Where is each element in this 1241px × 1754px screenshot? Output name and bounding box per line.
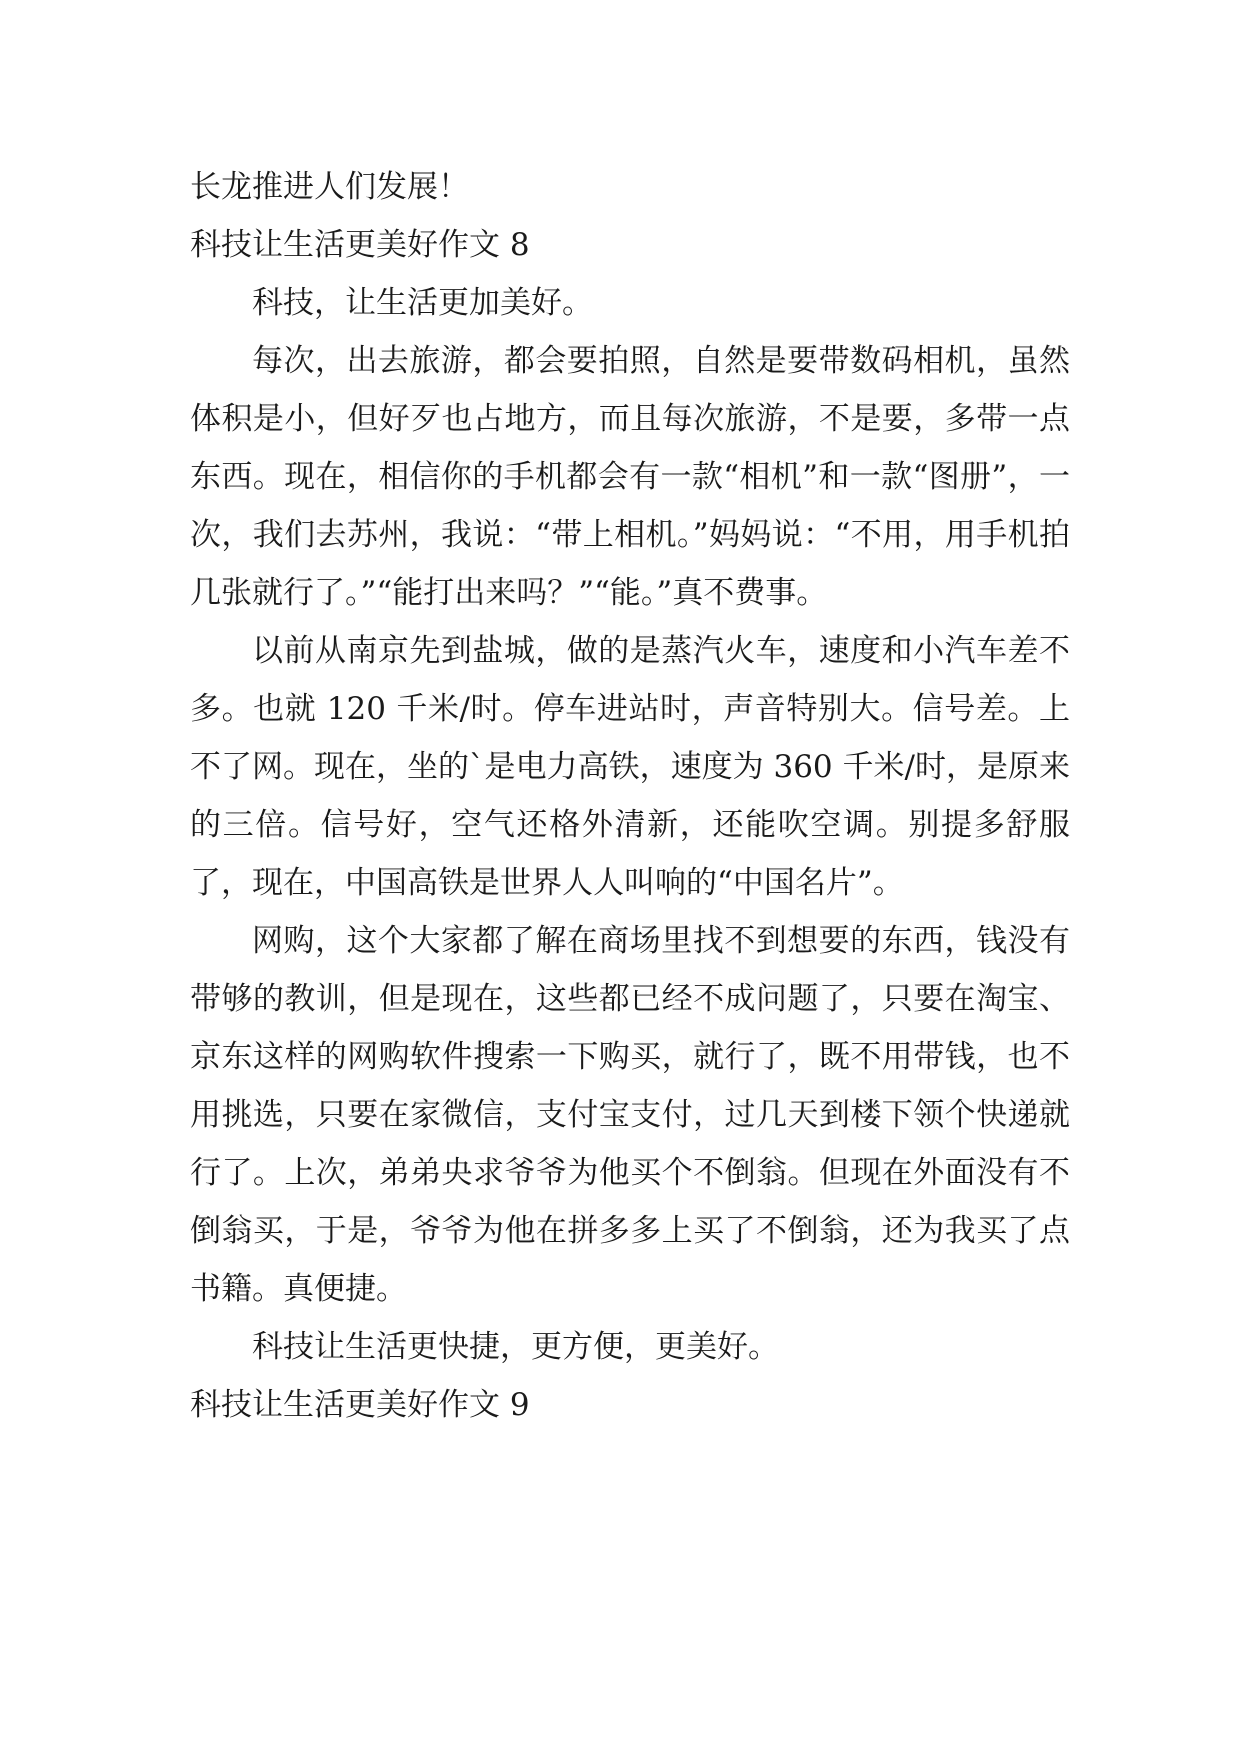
essay-9-title: 科技让生活更美好作文 9 [190, 1387, 530, 1423]
essay-8-paragraph-1: 科技，让生活更加美好。 [252, 285, 593, 321]
essay-8-paragraph-5: 科技让生活更快捷，更方便，更美好。 [252, 1329, 779, 1365]
essay-8-paragraph-4: 网购，这个大家都了解在商场里找不到想要的东西，钱没有带够的教训，但是现在，这些都已经不成问题了，只要在淘宝、京东这样的网购软件搜索一下购买，就行了，既不用带钱，也不用挑选，只要在家微信，支付宝支付，过几天到楼下领个快递就行了。上次，弟弟央求爷爷为他买个不倒翁。但现在外面没有不倒翁买，于是，爷爷为他在拼多多上买了不倒翁，还为我买了点书籍。真便捷。 [190, 923, 1070, 1307]
previous-essay-ending: 长龙推进人们发展！ [190, 169, 469, 205]
essay-8-paragraph-3: 以前从南京先到盐城，做的是蒸汽火车，速度和小汽车差不多。也就 120 千米/时。停车进站时，声音特别大。信号差。上不了网。现在，坐的`是电力高铁，速度为 360 千米/时，是原来的三倍。信号好，空气还格外清新，还能吹空调。别提多舒服了，现在，中国高铁是世界人人叫响的“中国名片”。 [190, 633, 1070, 901]
essay-8-title: 科技让生活更美好作文 8 [190, 227, 530, 263]
document-body [190, 158, 1070, 1434]
essay-8-paragraph-2: 每次，出去旅游，都会要拍照，自然是要带数码相机，虽然体积是小，但好歹也占地方，而且每次旅游，不是要，多带一点东西。现在，相信你的手机都会有一款“相机”和一款“图册”，一次，我们去苏州，我说：“带上相机。”妈妈说：“不用，用手机拍几张就行了。”“能打出来吗？”“能。”真不费事。 [190, 343, 1070, 611]
